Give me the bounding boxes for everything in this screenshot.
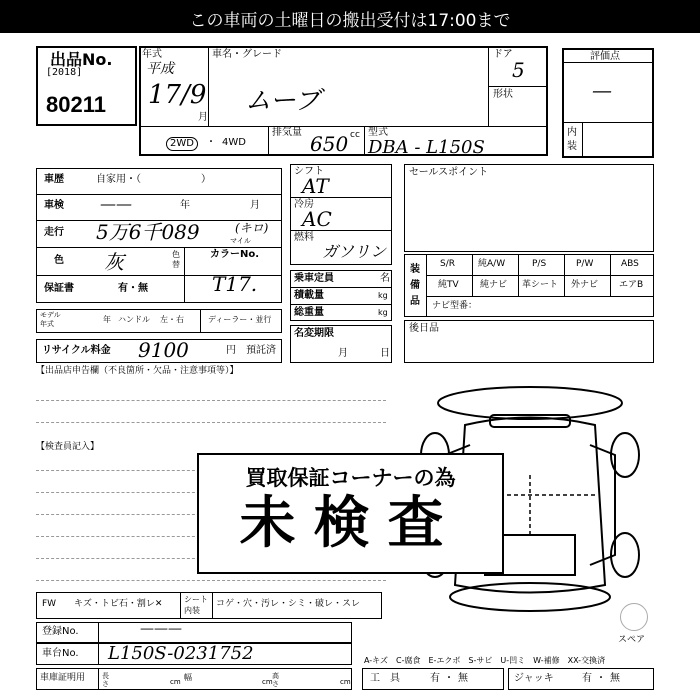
lot-number: 80211 <box>46 92 106 117</box>
capacity-seats-label: 乗車定員 <box>294 273 334 284</box>
capacity-seats-unit: 名 <box>380 273 390 284</box>
cert-long-cm: cm <box>170 678 181 686</box>
recycle-value: 9100 <box>138 338 189 362</box>
color-change-label: 色替 <box>172 250 180 269</box>
year-suffix: 月 <box>198 112 208 123</box>
warranty-label: 保証書 <box>44 283 74 294</box>
equip-aw: 純A/W <box>478 259 506 269</box>
drive-sep: ・ <box>206 137 216 148</box>
equip-navi: 純ナビ <box>480 280 508 290</box>
shift-label: シフト <box>294 166 324 177</box>
color-label: 色 <box>54 255 64 266</box>
recycle-deposit: 預託済 <box>246 345 276 356</box>
door-label: ドア <box>493 49 513 60</box>
year-value: 17/9 <box>148 80 207 110</box>
handle-label: ハンドル <box>118 315 150 324</box>
dealer-label: ディーラー・並行 <box>208 315 272 324</box>
seat-items: コゲ・穴・汚レ・シミ・破レ・スレ <box>216 599 361 609</box>
handle-lr: 左・右 <box>160 315 184 324</box>
registration-value: ——— <box>140 621 182 637</box>
equip-pw: P/W <box>576 259 594 269</box>
seller-notes-label: 【出品店申告欄（不良箇所・欠品・注意事項等）】 <box>36 366 239 376</box>
jack-value: 有・無 <box>582 673 624 684</box>
history-value: 自家用・（ ） <box>96 174 211 185</box>
cert-height: 高さ <box>272 672 279 688</box>
navi-model-label: ナビ型番： <box>432 301 478 311</box>
after-label: 後日品 <box>409 323 439 334</box>
ac-label: 冷房 <box>294 199 314 210</box>
year-era: 平成 <box>146 61 174 77</box>
displacement-label: 排気量 <box>272 127 302 138</box>
stamp-line1: 買取保証コーナーの為 <box>245 466 456 490</box>
mileage-label: 走行 <box>44 227 64 238</box>
fuel-label: 燃料 <box>294 232 314 243</box>
registration-row <box>36 622 352 643</box>
shape-label: 形状 <box>493 89 513 100</box>
name-change-label: 名変期限 <box>294 328 334 339</box>
equipment-label: 装備品 <box>410 264 420 307</box>
shift-value: AT <box>302 174 329 198</box>
capacity-load-label: 積載量 <box>294 290 324 301</box>
name-change-month: 月 <box>338 348 348 359</box>
lot-label: 出品No. <box>50 50 113 69</box>
ac-value: AC <box>302 207 332 231</box>
score-label: 評価点 <box>590 51 620 62</box>
drive-2wd: 2WD <box>166 137 198 151</box>
mileage-note: (キロ) <box>235 221 269 235</box>
equip-ext-navi: 外ナビ <box>571 280 599 290</box>
equip-sr: S/R <box>440 259 455 269</box>
model-code-label: 型式 <box>368 127 388 138</box>
capacity-weight-unit: kg <box>378 308 388 317</box>
recycle-unit: 円 <box>226 345 236 356</box>
spare-label: スペア <box>618 635 646 645</box>
chassis-value: L150S-0231752 <box>108 643 254 664</box>
damage-legend: A-キズ C-腐食 E-エクボ S-サビ U-凹ミ W-補修 XX-交換済 <box>364 656 606 665</box>
car-name-label: 車名・グレード <box>212 49 282 60</box>
car-name-value: ムーブ <box>245 86 321 116</box>
after-box <box>404 320 654 363</box>
warranty-value: 有・無 <box>118 283 148 294</box>
spare-tire-icon <box>620 603 648 631</box>
inspection-month: 月 <box>250 200 260 211</box>
color-code-label: カラーNo. <box>210 249 260 260</box>
year-label: 年式 <box>142 49 162 60</box>
cert-width-cm: cm <box>262 678 273 686</box>
color-code-value: T17. <box>212 272 258 296</box>
cert-long: 長さ <box>102 672 109 688</box>
equip-ps: P/S <box>532 259 547 269</box>
score-value: — <box>592 78 612 102</box>
sales-label: セールスポイント <box>409 167 489 178</box>
lot-year-tag: [2018] <box>46 67 83 78</box>
jack-label: ジャッキ <box>514 673 554 684</box>
tools-label: 工具 <box>370 673 410 684</box>
inspection-year: 年 <box>180 200 190 211</box>
cert-label: 車庫証明用 <box>40 673 86 683</box>
inspector-label: 【検査員記入】 <box>36 442 100 452</box>
chassis-label: 車台No. <box>42 648 79 659</box>
color-value: 灰 <box>104 250 124 274</box>
fw-label: FW <box>42 599 57 609</box>
name-change-day: 日 <box>380 348 390 359</box>
drive-4wd: 4WD <box>222 137 246 148</box>
fuel-value: ガソリン <box>322 242 387 261</box>
registration-label: 登録No. <box>42 626 79 637</box>
cert-height-cm: cm <box>340 678 351 686</box>
equip-leather: 革シート <box>522 280 559 290</box>
tools-value: 有・無 <box>430 673 472 684</box>
equip-tv: 純TV <box>438 280 459 290</box>
model-code-value: DBA - L150S <box>368 137 485 158</box>
model-year-unit: 年 <box>103 315 111 324</box>
capacity-load-unit: kg <box>378 291 388 300</box>
stamp-line2: 未検査 <box>239 491 462 556</box>
seat-label: シート内装 <box>184 595 208 615</box>
door-value: 5 <box>512 58 525 82</box>
capacity-weight-label: 総重量 <box>294 307 324 318</box>
equip-airbag: エアB <box>619 280 644 290</box>
inspection-label: 車検 <box>44 200 64 211</box>
model-year-label: モデル年式 <box>40 311 61 328</box>
banner-text: この車両の土曜日の搬出受付は17:00まで <box>189 11 511 31</box>
mileage-unit: マイル <box>230 237 251 245</box>
inspection-mark: —— <box>100 194 132 213</box>
history-label: 車歴 <box>44 174 64 185</box>
fw-items: キズ・トビ石・割レ✕ <box>74 599 163 609</box>
displacement-unit: cc <box>350 130 360 140</box>
mileage-value: 5万6千089 <box>96 220 200 244</box>
recycle-label: リサイクル料金 <box>42 345 111 356</box>
interior-label: 内装 <box>567 127 577 152</box>
equip-abs: ABS <box>621 259 639 269</box>
cert-width: 幅 <box>184 673 192 682</box>
displacement-value: 650 <box>310 132 349 156</box>
